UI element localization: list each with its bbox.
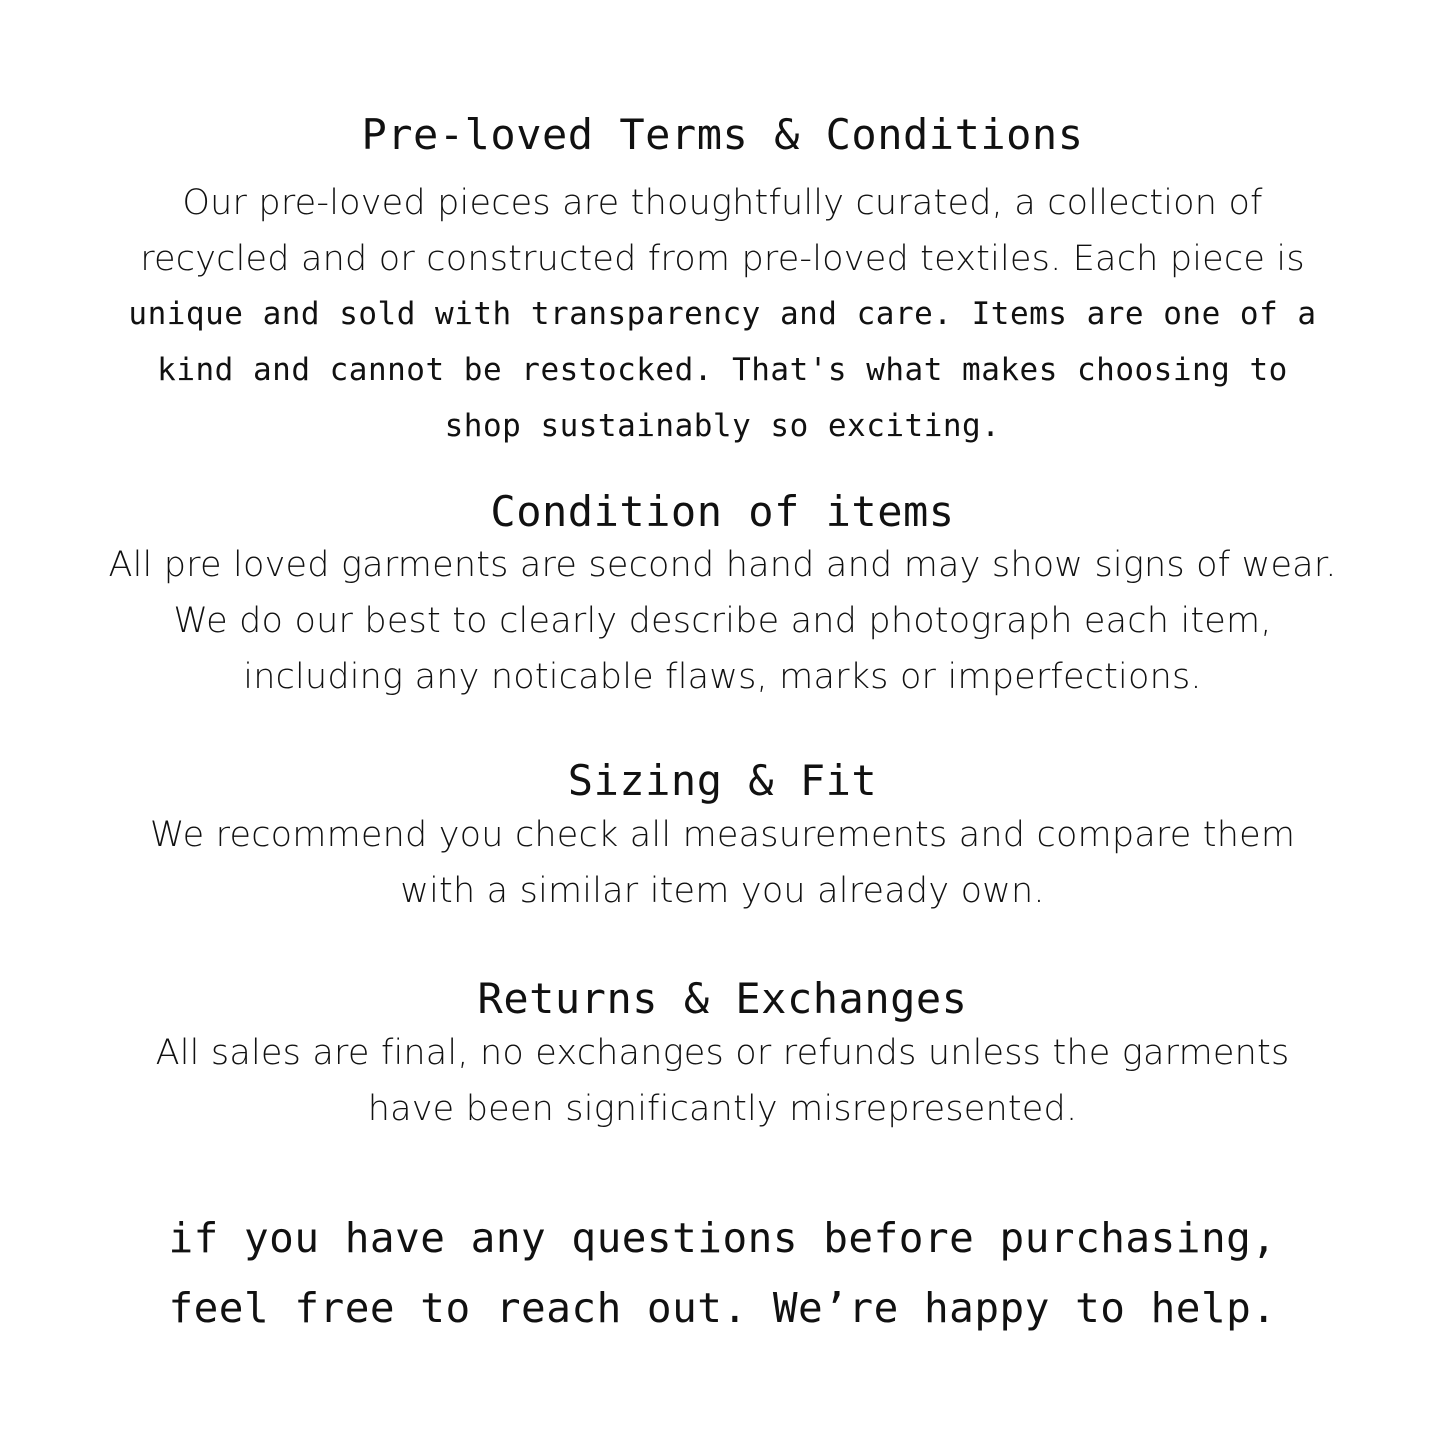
heading-condition-of-items: Condition of items bbox=[490, 487, 955, 536]
terms-text-line-4: kind and cannot be restocked. That's what makes choosing to bbox=[157, 352, 1288, 388]
terms-text-line-3: unique and sold with transparency and care. Items are one of a bbox=[128, 296, 1317, 332]
condition-text-line-2: We do our best to clearly describe and photograph each item, bbox=[173, 601, 1272, 641]
condition-text-line-1: All pre loved garments are second hand and may show signs of wear. bbox=[108, 545, 1337, 585]
terms-text-line-5: shop sustainably so exciting. bbox=[444, 408, 1001, 444]
sizing-text-line-1: We recommend you check all measurements and compare them bbox=[149, 815, 1296, 855]
returns-text-line-2: have been significantly misrepresented. bbox=[367, 1089, 1078, 1129]
returns-text-line-1: All sales are final, no exchanges or refunds unless the garments bbox=[155, 1033, 1290, 1073]
closing-line-2: feel free to reach out. We’re happy to help. bbox=[168, 1284, 1277, 1332]
heading-terms-conditions: Pre-loved Terms & Conditions bbox=[361, 110, 1084, 159]
sizing-text-line-2: with a similar item you already own. bbox=[400, 871, 1045, 911]
terms-text-line-2: recycled and or constructed from pre-loved textiles. Each piece is bbox=[140, 239, 1305, 279]
condition-text-line-3: including any noticable flaws, marks or imperfections. bbox=[243, 657, 1202, 697]
heading-sizing-fit: Sizing & Fit bbox=[567, 756, 878, 805]
terms-text-line-1: Our pre-loved pieces are thoughtfully curated, a collection of bbox=[182, 183, 1263, 223]
closing-line-1: if you have any questions before purchasing, bbox=[168, 1214, 1277, 1262]
heading-returns-exchanges: Returns & Exchanges bbox=[477, 974, 968, 1023]
